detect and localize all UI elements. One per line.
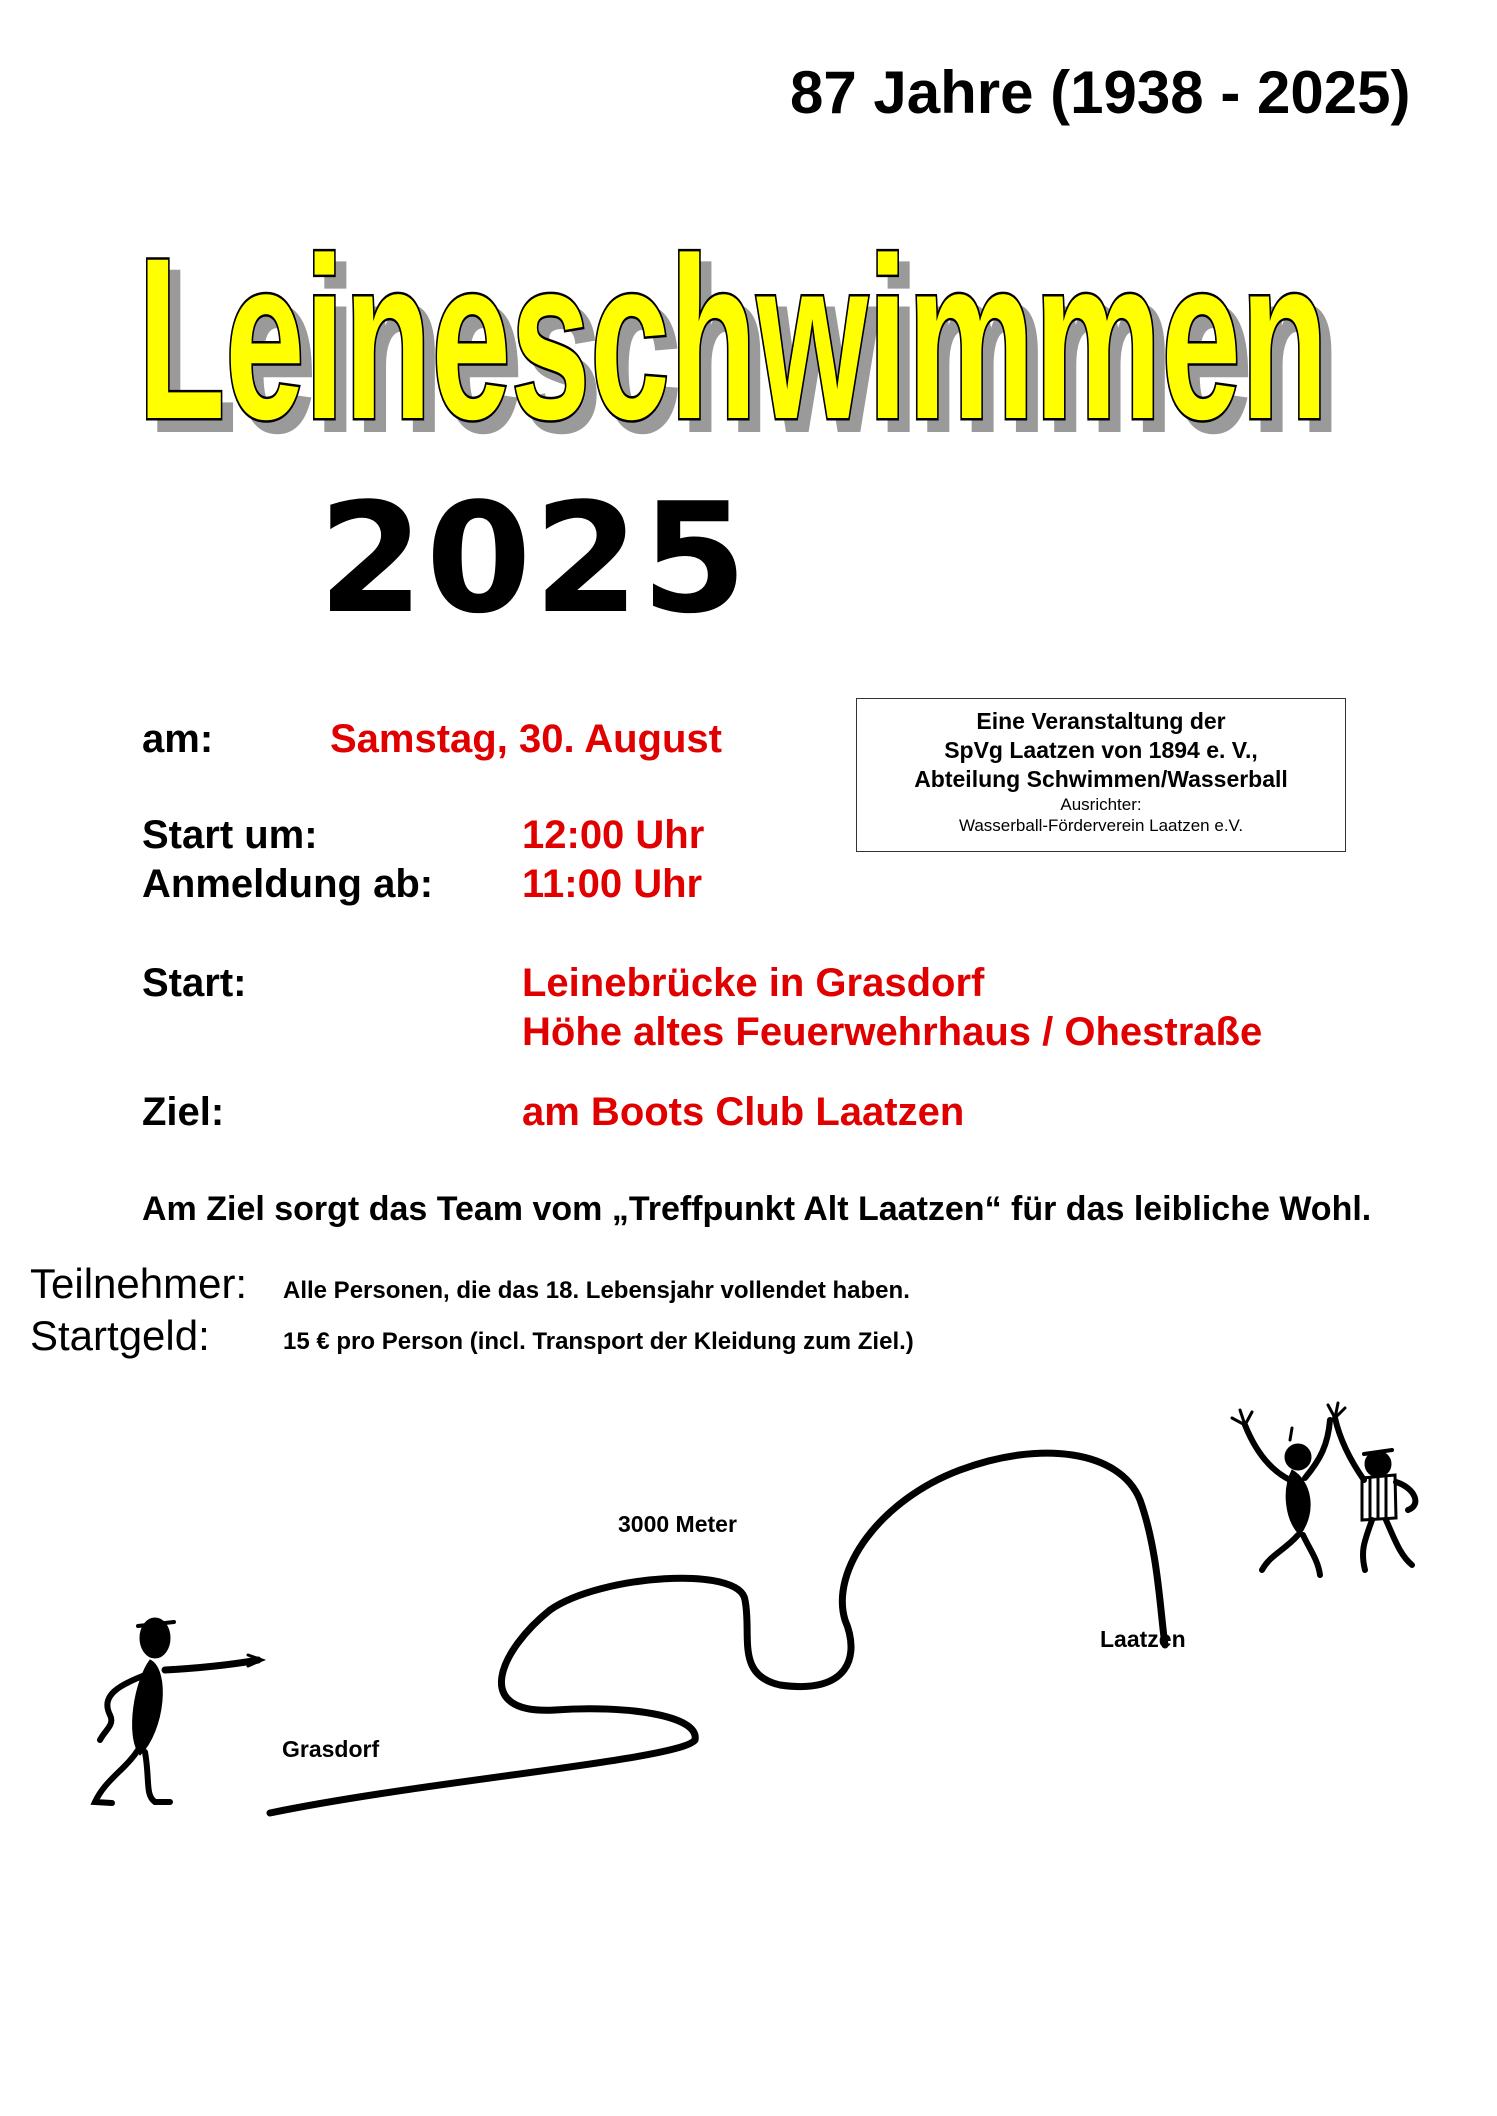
start-label: Start: (142, 961, 247, 1005)
event-title-shadow: Leineschwimmen (149, 222, 1339, 460)
end-place-label: Laatzen (1100, 1626, 1186, 1652)
start-location-line2: Höhe altes Feuerwehrhaus / Ohestraße (522, 1010, 1263, 1054)
registration-value: 11:00 Uhr (522, 862, 703, 906)
date-label: am: (142, 717, 214, 761)
start-time-value: 12:00 Uhr (522, 813, 705, 857)
start-time-label: Start um: (142, 813, 318, 857)
pointing-figure-icon (95, 1618, 262, 1803)
organizer-line3: Abteilung Schwimmen/Wasserball (914, 766, 1288, 792)
organizer-line1: Eine Veranstaltung der (976, 708, 1226, 734)
catering-note: Am Ziel sorgt das Team vom „Treffpunkt Alt Laatzen“ für das leibliche Wohl. (142, 1190, 1372, 1228)
route-distance-label: 3000 Meter (618, 1511, 737, 1537)
start-location-line1: Leinebrücke in Grasdorf (522, 961, 985, 1005)
participants-label: Teilnehmer: (30, 1260, 248, 1307)
finish-location: am Boots Club Laatzen (522, 1090, 965, 1134)
participants-value: Alle Personen, die das 18. Lebensjahr vollendet haben. (283, 1277, 910, 1304)
event-title-wordart (130, 120, 1360, 460)
fee-value: 15 € pro Person (incl. Transport der Kleidung zum Ziel.) (283, 1328, 914, 1355)
river-route (270, 1453, 1165, 1813)
fee-label: Startgeld: (30, 1312, 210, 1359)
route-map (0, 1370, 1497, 1870)
event-year: 2025 (318, 470, 750, 647)
event-title: Leineschwimmen (138, 210, 1328, 460)
organizer-line4: Ausrichter: (1060, 795, 1142, 814)
date-value: Samstag, 30. August (330, 717, 722, 761)
registration-label: Anmeldung ab: (142, 862, 434, 906)
celebrating-figures-icon (1232, 1403, 1415, 1575)
start-place-label: Grasdorf (282, 1736, 380, 1762)
finish-label: Ziel: (142, 1090, 225, 1134)
organizer-line2: SpVg Laatzen von 1894 e. V., (944, 737, 1258, 763)
anniversary-years: 87 Jahre (1938 - 2025) (790, 59, 1411, 126)
organizer-line5: Wasserball-Förderverein Laatzen e.V. (958, 816, 1244, 835)
organizer-box (856, 698, 1346, 852)
